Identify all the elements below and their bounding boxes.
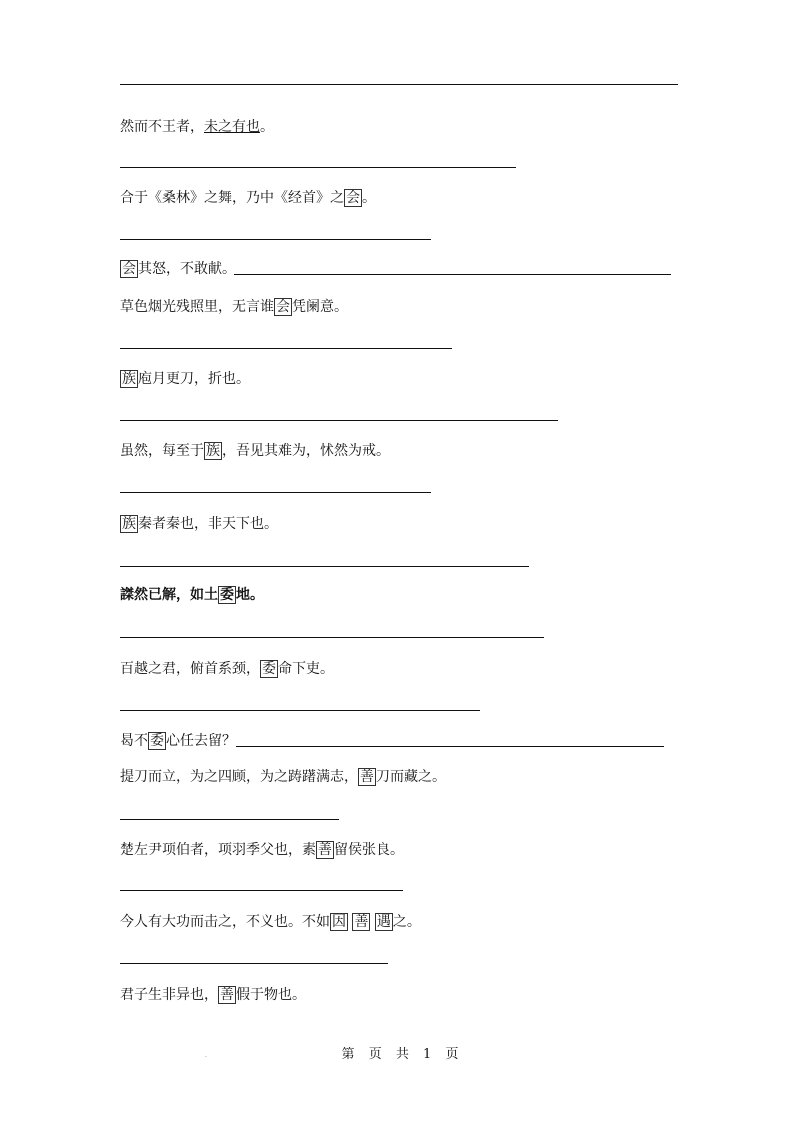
answer-line (120, 710, 480, 711)
footer-ye: 页 (368, 1047, 382, 1062)
boxed-char: 善 (354, 914, 369, 930)
answer-line (120, 890, 403, 891)
dot-mark: . (205, 1052, 207, 1059)
sentence-10: 曷不 委 心任去留？ (120, 733, 236, 749)
boxed-char: 族 (122, 516, 136, 532)
answer-line (120, 348, 452, 349)
underlined-phrase: 未之有也 (204, 119, 260, 135)
answer-line (120, 637, 544, 638)
answer-line (120, 167, 516, 168)
boxed-char: 会 (122, 261, 136, 277)
boxed-char: 委 (220, 587, 234, 603)
sentence-8: 謋然已解，如土 委 地。 (120, 587, 264, 603)
sentence-9: 百越之君，俯首系颈， 委 命下吏。 (120, 661, 334, 677)
answer-line (120, 239, 431, 240)
footer-ye2: 页 (445, 1047, 459, 1062)
page-footer (0, 1043, 800, 1062)
sentence-12: 楚左尹项伯者，项羽季父也，素 善 留侯张良。 (120, 842, 404, 858)
sentence-1-a: 然而不王者， (120, 119, 204, 135)
boxed-char: 善 (360, 769, 374, 785)
footer-gong: 共 (395, 1047, 409, 1062)
answer-line (234, 274, 671, 275)
boxed-char: 会 (276, 299, 290, 315)
sentence-4: 草色烟光残照里，无言谁 会 凭阑意。 (120, 299, 348, 315)
sentence-1: 然而不王者，未之有也。 (120, 119, 274, 135)
answer-line (120, 819, 339, 820)
boxed-char: 善 (318, 842, 332, 858)
boxed-char: 因 (332, 914, 346, 930)
sentence-6: 虽然，每至于 族 ，吾见其难为，怵然为戒。 (120, 443, 390, 459)
answer-line (120, 963, 388, 964)
answer-line (236, 746, 664, 747)
sentence-11: 提刀而立，为之四顾，为之踌躇满志， 善 刀而藏之。 (120, 769, 446, 785)
boxed-char: 委 (150, 733, 164, 749)
sentence-2: 合于《桑林》之舞，乃中《经首》之 会 。 (120, 190, 376, 206)
sentence-3: 会 其怒，不敢献。 (122, 261, 236, 277)
answer-line (120, 84, 678, 85)
boxed-char: 会 (346, 190, 360, 206)
boxed-char: 族 (206, 443, 220, 459)
sentence-5: 族 庖月更刀，折也。 (122, 371, 250, 387)
boxed-char: 遇 (376, 914, 391, 930)
boxed-char: 委 (262, 661, 276, 677)
answer-line (120, 420, 558, 421)
answer-line (120, 566, 529, 567)
answer-line (120, 492, 431, 493)
sentence-7: 族 秦者秦也，非天下也。 (122, 516, 278, 532)
boxed-char: 善 (220, 987, 234, 1003)
footer-di: 第 (341, 1047, 355, 1062)
footer-total: 1 (423, 1047, 432, 1062)
sentence-14: 君子生非异也， 善 假于物也。 (120, 987, 306, 1003)
sentence-13: 今人有大功而击之，不义也。不如 因 善 遇 之。 (120, 914, 421, 930)
boxed-char: 族 (122, 371, 136, 387)
